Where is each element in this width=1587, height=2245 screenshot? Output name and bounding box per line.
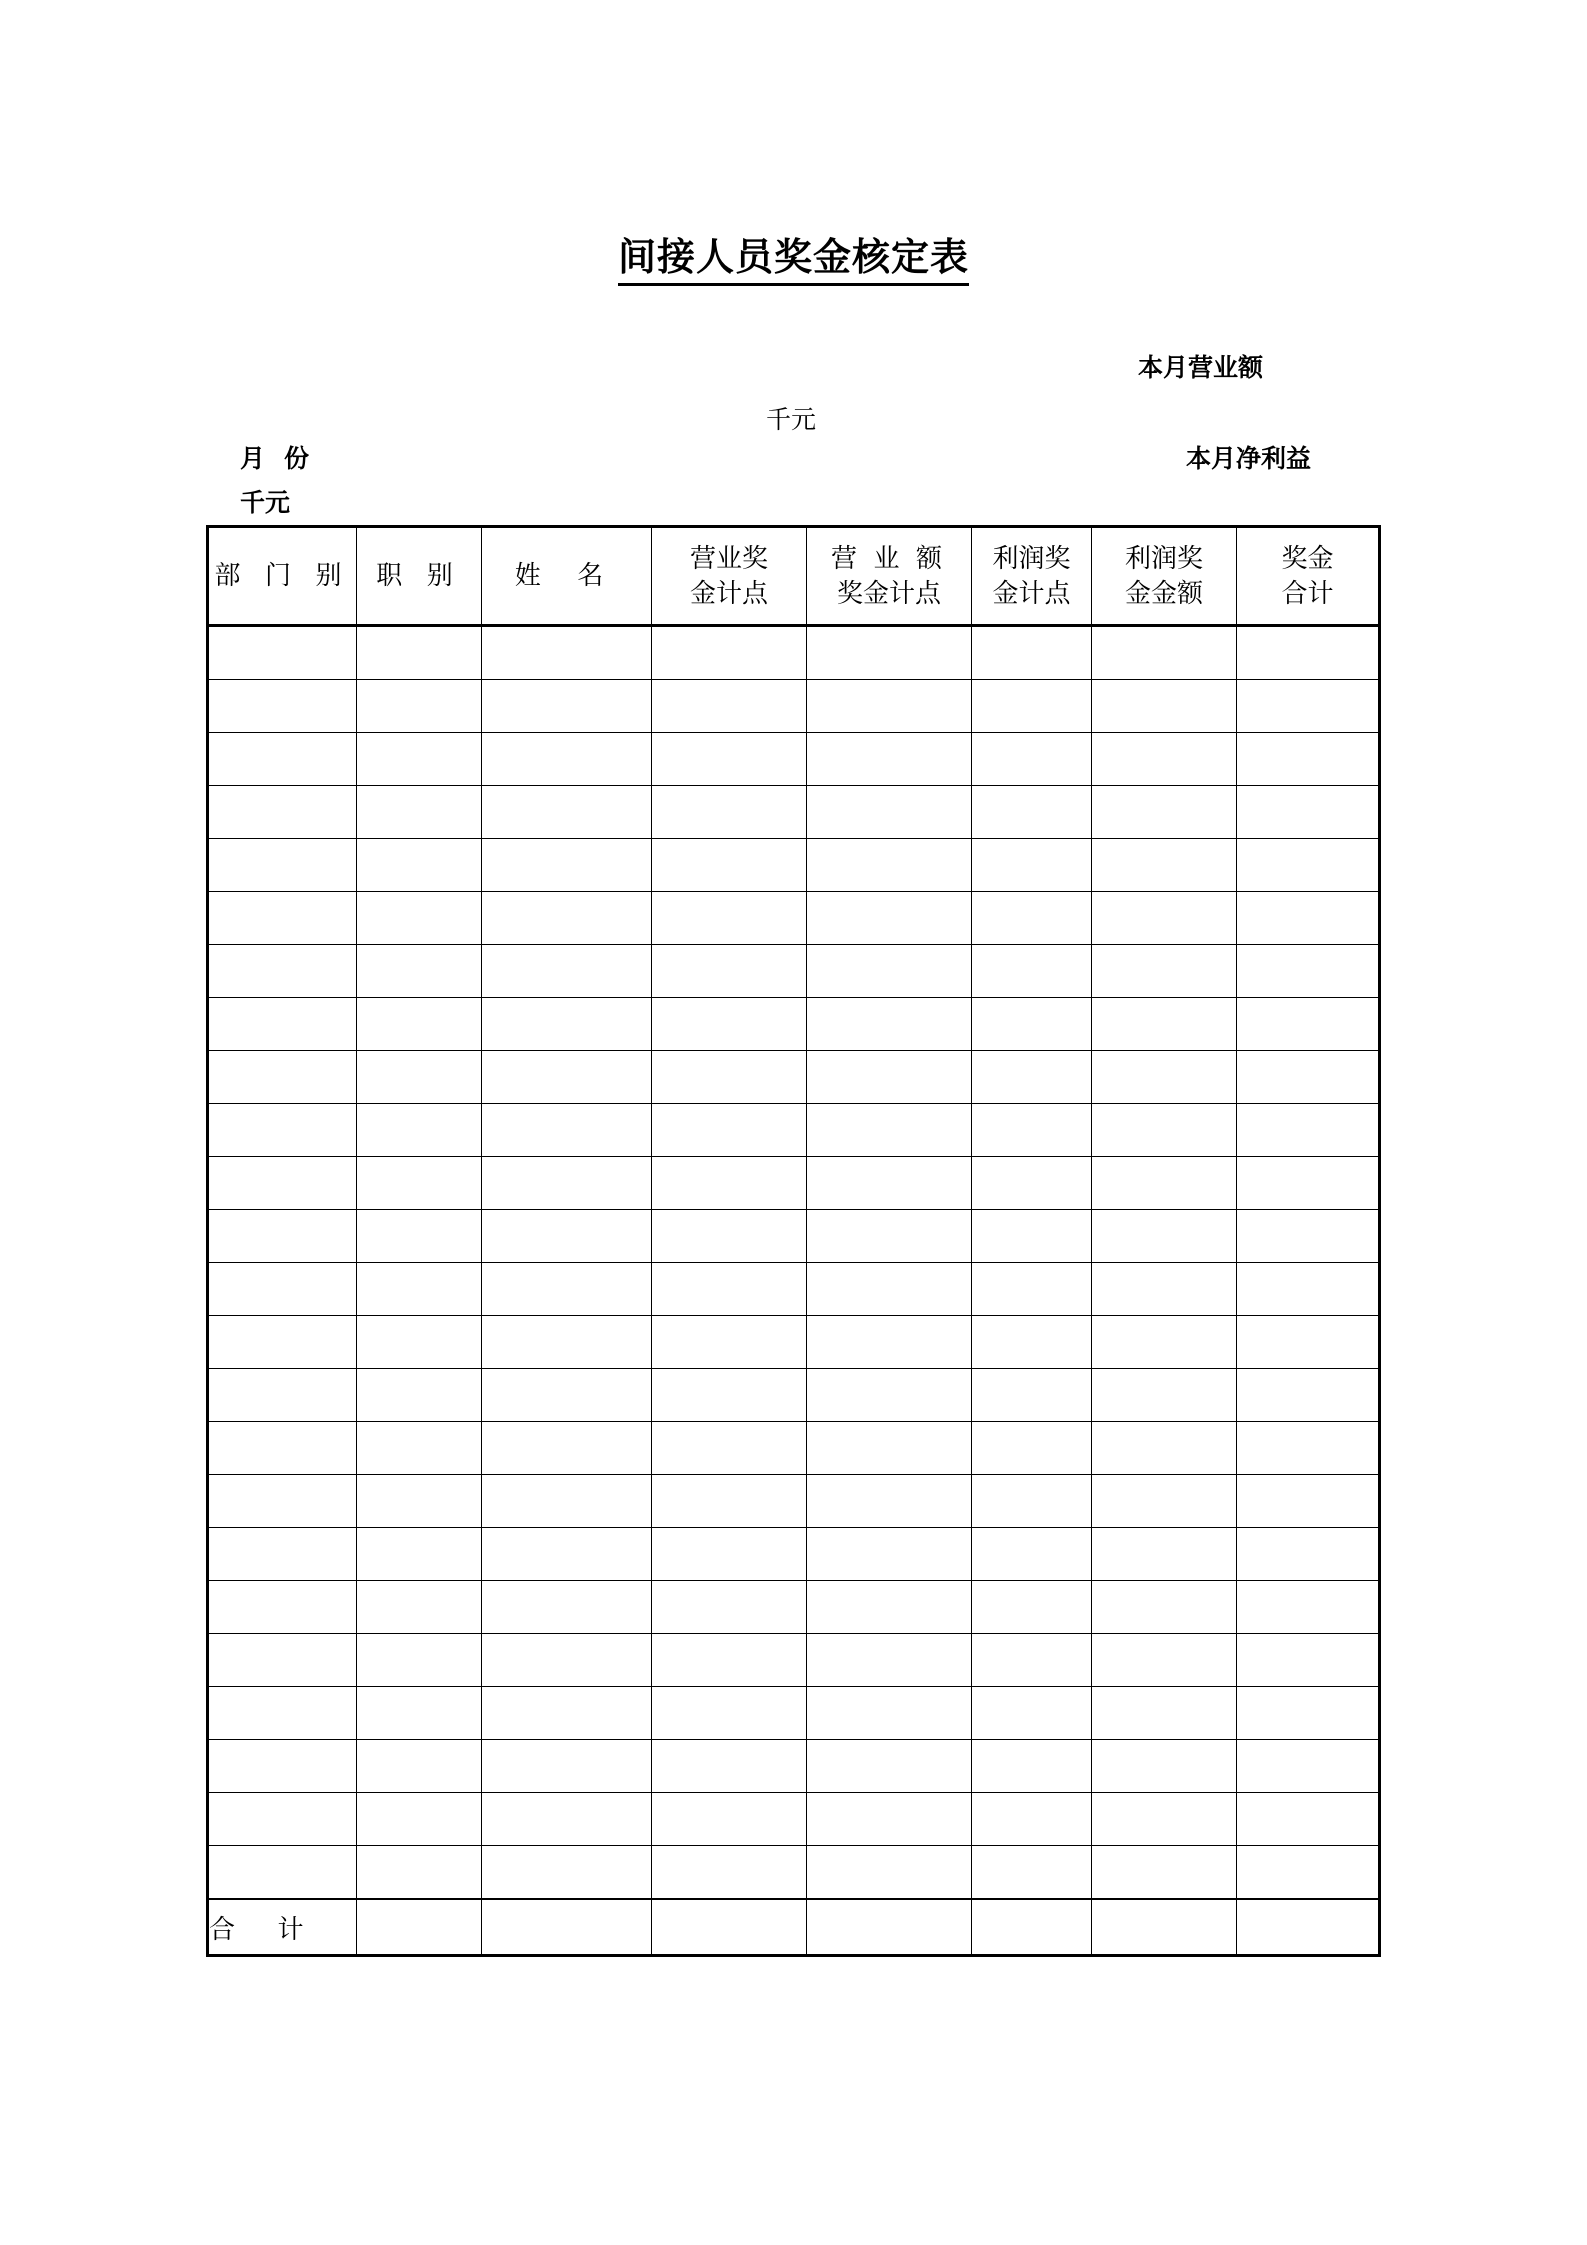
cell-sales_amount[interactable] xyxy=(807,1793,972,1846)
cell-sales_points[interactable] xyxy=(652,1051,807,1104)
cell-name[interactable] xyxy=(482,839,652,892)
cell-sales_points[interactable] xyxy=(652,733,807,786)
cell-department[interactable] xyxy=(208,1104,357,1157)
total-cell-bonus-total[interactable] xyxy=(1237,1899,1380,1956)
cell-name[interactable] xyxy=(482,1687,652,1740)
cell-position[interactable] xyxy=(357,680,482,733)
cell-department[interactable] xyxy=(208,1581,357,1634)
cell-profit_amount[interactable] xyxy=(1092,1528,1237,1581)
cell-profit_amount[interactable] xyxy=(1092,1104,1237,1157)
cell-sales_amount[interactable] xyxy=(807,839,972,892)
column-header-bonus-total xyxy=(1237,527,1380,626)
cell-sales_points[interactable] xyxy=(652,1157,807,1210)
table-row xyxy=(208,1687,1380,1740)
cell-position[interactable] xyxy=(357,1846,482,1900)
column-header-profit-bonus-points-line1: 利润奖 xyxy=(992,543,1071,573)
cell-profit_points[interactable] xyxy=(972,1051,1092,1104)
cell-sales_amount[interactable] xyxy=(807,626,972,680)
cell-position[interactable] xyxy=(357,786,482,839)
cell-sales_points[interactable] xyxy=(652,998,807,1051)
cell-profit_amount[interactable] xyxy=(1092,1369,1237,1422)
cell-profit_points[interactable] xyxy=(972,626,1092,680)
table-row xyxy=(208,733,1380,786)
table-row xyxy=(208,680,1380,733)
cell-bonus_total[interactable] xyxy=(1237,892,1380,945)
cell-sales_amount[interactable] xyxy=(807,1581,972,1634)
cell-position[interactable] xyxy=(357,1369,482,1422)
monthly-net-profit-label: 本月净利益 xyxy=(1186,445,1312,473)
cell-department[interactable] xyxy=(208,945,357,998)
cell-name[interactable] xyxy=(482,1210,652,1263)
cell-sales_amount[interactable] xyxy=(807,786,972,839)
cell-profit_points[interactable] xyxy=(972,1687,1092,1740)
table-row xyxy=(208,1422,1380,1475)
cell-sales_points[interactable] xyxy=(652,1740,807,1793)
cell-sales_points[interactable] xyxy=(652,1687,807,1740)
cell-sales_amount[interactable] xyxy=(807,1687,972,1740)
cell-profit_amount[interactable] xyxy=(1092,1740,1237,1793)
cell-profit_points[interactable] xyxy=(972,1740,1092,1793)
cell-sales_amount[interactable] xyxy=(807,1846,972,1900)
cell-department[interactable] xyxy=(208,1475,357,1528)
column-header-position-line1: 职 别 xyxy=(376,561,462,591)
cell-position[interactable] xyxy=(357,1263,482,1316)
table-row xyxy=(208,1210,1380,1263)
cell-profit_amount[interactable] xyxy=(1092,998,1237,1051)
table-row xyxy=(208,1740,1380,1793)
cell-profit_amount[interactable] xyxy=(1092,1157,1237,1210)
cell-sales_amount[interactable] xyxy=(807,680,972,733)
cell-position[interactable] xyxy=(357,892,482,945)
cell-department[interactable] xyxy=(208,733,357,786)
cell-profit_amount[interactable] xyxy=(1092,1581,1237,1634)
cell-name[interactable] xyxy=(482,1316,652,1369)
column-header-sales-amount-points xyxy=(807,527,972,626)
cell-position[interactable] xyxy=(357,1051,482,1104)
cell-sales_amount[interactable] xyxy=(807,1210,972,1263)
cell-profit_points[interactable] xyxy=(972,786,1092,839)
cell-department[interactable] xyxy=(208,1210,357,1263)
cell-profit_points[interactable] xyxy=(972,1422,1092,1475)
cell-bonus_total[interactable] xyxy=(1237,945,1380,998)
cell-sales_points[interactable] xyxy=(652,892,807,945)
cell-name[interactable] xyxy=(482,1581,652,1634)
page-title-text: 间接人员奖金核定表 xyxy=(618,237,969,286)
cell-profit_points[interactable] xyxy=(972,998,1092,1051)
cell-position[interactable] xyxy=(357,945,482,998)
cell-bonus_total[interactable] xyxy=(1237,786,1380,839)
cell-bonus_total[interactable] xyxy=(1237,1793,1380,1846)
table-row xyxy=(208,786,1380,839)
table-header xyxy=(208,527,1380,626)
cell-position[interactable] xyxy=(357,1793,482,1846)
cell-profit_amount[interactable] xyxy=(1092,1634,1237,1687)
table-row xyxy=(208,626,1380,680)
cell-profit_amount[interactable] xyxy=(1092,839,1237,892)
cell-name[interactable] xyxy=(482,1634,652,1687)
cell-position[interactable] xyxy=(357,1210,482,1263)
cell-profit_points[interactable] xyxy=(972,1316,1092,1369)
table-footer xyxy=(208,1899,1380,1956)
table-row xyxy=(208,1846,1380,1900)
cell-bonus_total[interactable] xyxy=(1237,1051,1380,1104)
column-header-name-line1: 姓 名 xyxy=(514,561,619,591)
cell-sales_amount[interactable] xyxy=(807,945,972,998)
cell-name[interactable] xyxy=(482,1263,652,1316)
cell-profit_points[interactable] xyxy=(972,733,1092,786)
cell-bonus_total[interactable] xyxy=(1237,733,1380,786)
cell-profit_points[interactable] xyxy=(972,839,1092,892)
cell-name[interactable] xyxy=(482,1104,652,1157)
cell-name[interactable] xyxy=(482,945,652,998)
cell-sales_amount[interactable] xyxy=(807,892,972,945)
total-cell-name[interactable] xyxy=(482,1899,652,1956)
cell-department[interactable] xyxy=(208,1528,357,1581)
bonus-assessment-table xyxy=(206,525,1381,1957)
cell-sales_points[interactable] xyxy=(652,1581,807,1634)
cell-department[interactable] xyxy=(208,892,357,945)
cell-sales_points[interactable] xyxy=(652,1422,807,1475)
cell-sales_amount[interactable] xyxy=(807,1104,972,1157)
cell-profit_points[interactable] xyxy=(972,892,1092,945)
cell-profit_amount[interactable] xyxy=(1092,945,1237,998)
cell-profit_points[interactable] xyxy=(972,1634,1092,1687)
column-header-position xyxy=(357,527,482,626)
total-cell-sales-bonus-points[interactable] xyxy=(652,1899,807,1956)
column-header-sales-amount-points-line1: 营 业 额 xyxy=(830,543,947,573)
cell-sales_amount[interactable] xyxy=(807,1422,972,1475)
cell-sales_amount[interactable] xyxy=(807,1157,972,1210)
cell-profit_amount[interactable] xyxy=(1092,1793,1237,1846)
cell-position[interactable] xyxy=(357,1687,482,1740)
cell-bonus_total[interactable] xyxy=(1237,1422,1380,1475)
cell-bonus_total[interactable] xyxy=(1237,1475,1380,1528)
column-header-sales-bonus-points-line2: 金计点 xyxy=(689,579,768,608)
table-row xyxy=(208,1581,1380,1634)
cell-profit_amount[interactable] xyxy=(1092,1422,1237,1475)
cell-department[interactable] xyxy=(208,1793,357,1846)
cell-sales_amount[interactable] xyxy=(807,1051,972,1104)
revenue-unit-label: 千元 xyxy=(766,407,817,434)
cell-profit_points[interactable] xyxy=(972,680,1092,733)
table-row xyxy=(208,945,1380,998)
cell-name[interactable] xyxy=(482,1422,652,1475)
table-row xyxy=(208,1475,1380,1528)
cell-name[interactable] xyxy=(482,1793,652,1846)
cell-bonus_total[interactable] xyxy=(1237,1687,1380,1740)
profit-unit-label: 千元 xyxy=(240,489,291,517)
cell-sales_points[interactable] xyxy=(652,626,807,680)
cell-sales_amount[interactable] xyxy=(807,733,972,786)
cell-bonus_total[interactable] xyxy=(1237,1210,1380,1263)
cell-position[interactable] xyxy=(357,1634,482,1687)
cell-name[interactable] xyxy=(482,786,652,839)
cell-name[interactable] xyxy=(482,998,652,1051)
cell-profit_amount[interactable] xyxy=(1092,680,1237,733)
column-header-sales-bonus-points xyxy=(652,527,807,626)
cell-department[interactable] xyxy=(208,1316,357,1369)
cell-sales_amount[interactable] xyxy=(807,1316,972,1369)
cell-name[interactable] xyxy=(482,733,652,786)
cell-sales_points[interactable] xyxy=(652,1846,807,1900)
cell-profit_amount[interactable] xyxy=(1092,1846,1237,1900)
column-header-profit-bonus-amount xyxy=(1092,527,1237,626)
cell-bonus_total[interactable] xyxy=(1237,680,1380,733)
cell-profit_amount[interactable] xyxy=(1092,1210,1237,1263)
cell-department[interactable] xyxy=(208,1740,357,1793)
cell-bonus_total[interactable] xyxy=(1237,998,1380,1051)
cell-profit_points[interactable] xyxy=(972,1369,1092,1422)
cell-department[interactable] xyxy=(208,839,357,892)
cell-sales_amount[interactable] xyxy=(807,1263,972,1316)
cell-position[interactable] xyxy=(357,998,482,1051)
cell-profit_points[interactable] xyxy=(972,1581,1092,1634)
column-header-department-line1: 部 门 别 xyxy=(214,561,351,591)
cell-bonus_total[interactable] xyxy=(1237,626,1380,680)
cell-sales_amount[interactable] xyxy=(807,1475,972,1528)
cell-department[interactable] xyxy=(208,1369,357,1422)
cell-bonus_total[interactable] xyxy=(1237,1157,1380,1210)
cell-sales_points[interactable] xyxy=(652,1634,807,1687)
cell-name[interactable] xyxy=(482,1475,652,1528)
cell-sales_points[interactable] xyxy=(652,1210,807,1263)
total-cell-profit-bonus-points[interactable] xyxy=(972,1899,1092,1956)
cell-sales_points[interactable] xyxy=(652,1475,807,1528)
table-row xyxy=(208,1316,1380,1369)
cell-profit_points[interactable] xyxy=(972,1846,1092,1900)
cell-department[interactable] xyxy=(208,626,357,680)
cell-profit_amount[interactable] xyxy=(1092,1316,1237,1369)
cell-name[interactable] xyxy=(482,680,652,733)
page-title xyxy=(0,236,1587,282)
cell-profit_points[interactable] xyxy=(972,1157,1092,1210)
cell-profit_amount[interactable] xyxy=(1092,733,1237,786)
cell-bonus_total[interactable] xyxy=(1237,1581,1380,1634)
column-header-profit-bonus-points-line2: 金计点 xyxy=(992,579,1071,608)
cell-position[interactable] xyxy=(357,1475,482,1528)
column-header-bonus-total-line1: 奖金 xyxy=(1281,543,1334,573)
cell-profit_amount[interactable] xyxy=(1092,786,1237,839)
cell-department[interactable] xyxy=(208,1157,357,1210)
cell-name[interactable] xyxy=(482,1369,652,1422)
table-row xyxy=(208,1051,1380,1104)
cell-bonus_total[interactable] xyxy=(1237,1263,1380,1316)
cell-profit_amount[interactable] xyxy=(1092,626,1237,680)
table-header-row xyxy=(208,527,1380,626)
table-row xyxy=(208,839,1380,892)
column-header-profit-bonus-points xyxy=(972,527,1092,626)
cell-sales_points[interactable] xyxy=(652,1793,807,1846)
cell-position[interactable] xyxy=(357,626,482,680)
cell-position[interactable] xyxy=(357,839,482,892)
cell-profit_amount[interactable] xyxy=(1092,892,1237,945)
cell-name[interactable] xyxy=(482,892,652,945)
cell-sales_points[interactable] xyxy=(652,1263,807,1316)
table-body xyxy=(208,626,1380,1900)
cell-position[interactable] xyxy=(357,1740,482,1793)
cell-bonus_total[interactable] xyxy=(1237,1316,1380,1369)
cell-bonus_total[interactable] xyxy=(1237,839,1380,892)
cell-name[interactable] xyxy=(482,1051,652,1104)
table-row xyxy=(208,1263,1380,1316)
cell-profit_points[interactable] xyxy=(972,1210,1092,1263)
cell-position[interactable] xyxy=(357,1581,482,1634)
cell-name[interactable] xyxy=(482,1846,652,1900)
cell-department[interactable] xyxy=(208,1051,357,1104)
cell-department[interactable] xyxy=(208,786,357,839)
total-cell-position[interactable] xyxy=(357,1899,482,1956)
cell-position[interactable] xyxy=(357,1422,482,1475)
cell-name[interactable] xyxy=(482,626,652,680)
table-row xyxy=(208,1634,1380,1687)
cell-department[interactable] xyxy=(208,1263,357,1316)
table-row xyxy=(208,1793,1380,1846)
cell-profit_points[interactable] xyxy=(972,1793,1092,1846)
cell-bonus_total[interactable] xyxy=(1237,1528,1380,1581)
cell-position[interactable] xyxy=(357,1104,482,1157)
cell-profit_points[interactable] xyxy=(972,1528,1092,1581)
cell-department[interactable] xyxy=(208,1846,357,1900)
cell-sales_amount[interactable] xyxy=(807,1369,972,1422)
column-header-name xyxy=(482,527,652,626)
cell-sales_points[interactable] xyxy=(652,1104,807,1157)
cell-sales_points[interactable] xyxy=(652,945,807,998)
cell-profit_amount[interactable] xyxy=(1092,1687,1237,1740)
cell-bonus_total[interactable] xyxy=(1237,1846,1380,1900)
cell-profit_points[interactable] xyxy=(972,1104,1092,1157)
column-header-profit-bonus-amount-line1: 利润奖 xyxy=(1124,543,1203,573)
total-row-label: 合 计 xyxy=(208,1899,357,1956)
table-row xyxy=(208,1369,1380,1422)
cell-name[interactable] xyxy=(482,1157,652,1210)
cell-position[interactable] xyxy=(357,1157,482,1210)
column-header-profit-bonus-amount-line2: 金金额 xyxy=(1124,579,1203,608)
cell-sales_points[interactable] xyxy=(652,680,807,733)
cell-bonus_total[interactable] xyxy=(1237,1740,1380,1793)
cell-sales_amount[interactable] xyxy=(807,1740,972,1793)
cell-name[interactable] xyxy=(482,1740,652,1793)
cell-bonus_total[interactable] xyxy=(1237,1369,1380,1422)
cell-profit_amount[interactable] xyxy=(1092,1263,1237,1316)
table-row xyxy=(208,1104,1380,1157)
cell-department[interactable] xyxy=(208,1634,357,1687)
monthly-revenue-label: 本月营业额 xyxy=(1138,354,1264,382)
column-header-sales-amount-points-line2: 奖金计点 xyxy=(836,579,941,608)
table-row xyxy=(208,1157,1380,1210)
cell-sales_amount[interactable] xyxy=(807,998,972,1051)
cell-profit_points[interactable] xyxy=(972,1475,1092,1528)
month-label: 月 份 xyxy=(240,445,315,473)
cell-position[interactable] xyxy=(357,1528,482,1581)
cell-sales_points[interactable] xyxy=(652,1528,807,1581)
cell-profit_amount[interactable] xyxy=(1092,1475,1237,1528)
total-row xyxy=(208,1899,1380,1956)
table-row xyxy=(208,1528,1380,1581)
cell-department[interactable] xyxy=(208,1422,357,1475)
cell-department[interactable] xyxy=(208,1687,357,1740)
table-row xyxy=(208,998,1380,1051)
column-header-sales-bonus-points-line1: 营业奖 xyxy=(689,543,768,573)
cell-sales_points[interactable] xyxy=(652,786,807,839)
cell-sales_points[interactable] xyxy=(652,1369,807,1422)
column-header-department xyxy=(208,527,357,626)
table-row xyxy=(208,892,1380,945)
total-cell-profit-bonus-amount[interactable] xyxy=(1092,1899,1237,1956)
cell-bonus_total[interactable] xyxy=(1237,1634,1380,1687)
cell-department[interactable] xyxy=(208,998,357,1051)
cell-sales_points[interactable] xyxy=(652,1316,807,1369)
cell-sales_amount[interactable] xyxy=(807,1528,972,1581)
cell-profit_points[interactable] xyxy=(972,1263,1092,1316)
cell-department[interactable] xyxy=(208,680,357,733)
cell-position[interactable] xyxy=(357,1316,482,1369)
cell-bonus_total[interactable] xyxy=(1237,1104,1380,1157)
cell-sales_amount[interactable] xyxy=(807,1634,972,1687)
cell-name[interactable] xyxy=(482,1528,652,1581)
cell-profit_amount[interactable] xyxy=(1092,1051,1237,1104)
cell-sales_points[interactable] xyxy=(652,839,807,892)
cell-profit_points[interactable] xyxy=(972,945,1092,998)
column-header-bonus-total-line2: 合计 xyxy=(1281,579,1334,608)
cell-position[interactable] xyxy=(357,733,482,786)
total-cell-sales-amount-points[interactable] xyxy=(807,1899,972,1956)
